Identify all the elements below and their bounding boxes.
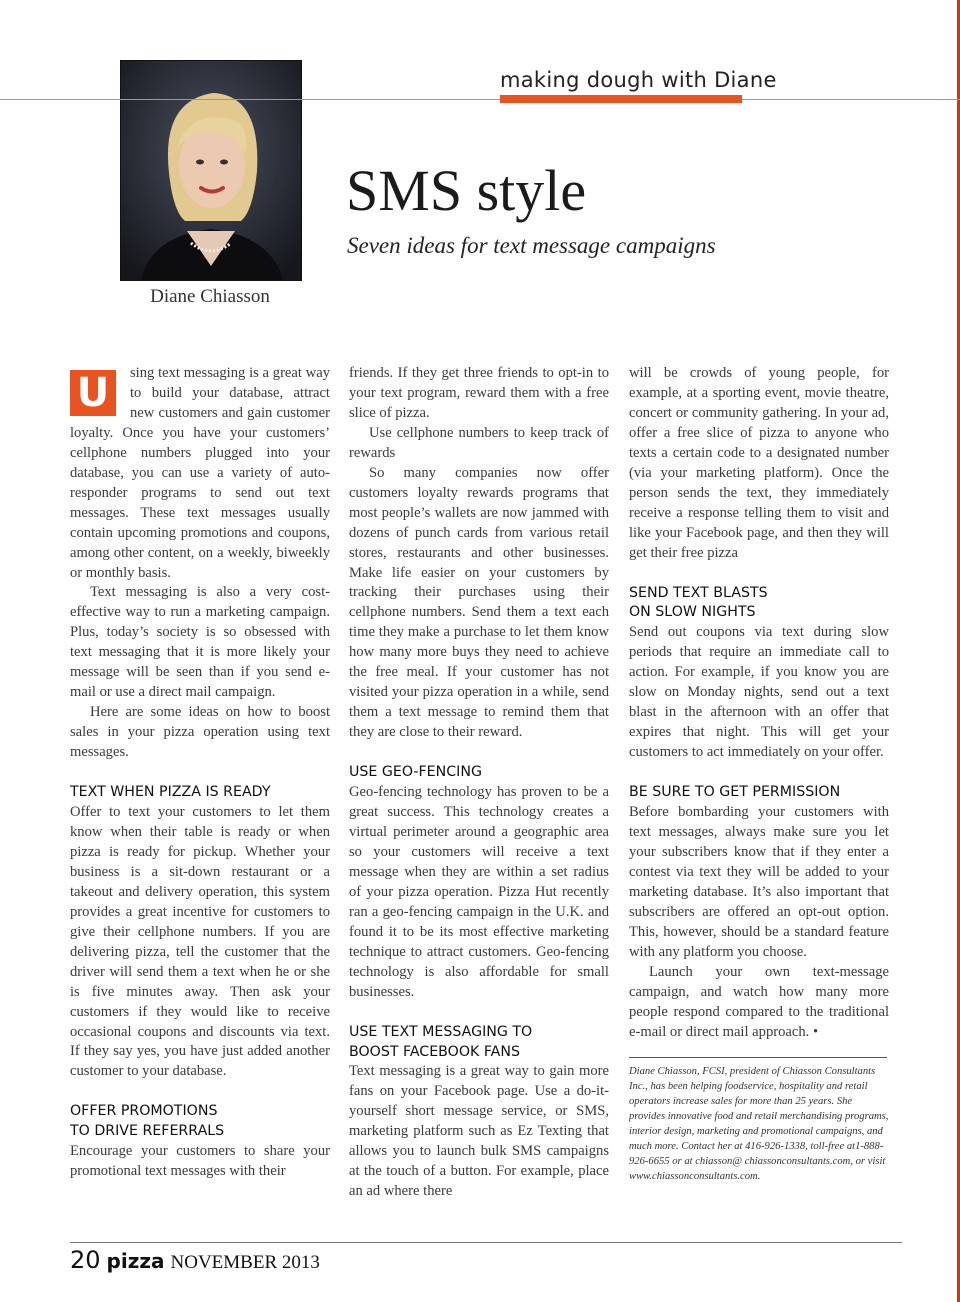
body-paragraph: Text messaging is a great way to gain more fans on your Facebook page. Use a do-it-yourself short message service, or SMS, marketing platform such as Ez Texting that allows you to launch bulk SMS campaigns at the touch of a button. For example, place an ad where there <box>349 1063 609 1200</box>
text-column-2 <box>349 364 609 1224</box>
page-number: 20 <box>70 1246 101 1274</box>
body-paragraph: Encourage your customers to share your promotional text messages with their <box>70 1143 330 1180</box>
body-paragraph: Offer to text your customers to let them know when their table is ready or when pizza is ready for pickup. Whether your business is a sit-down restaurant or a takeout and delivery operation, this system provides a great incentive for customers to give their cellphone numbers. If you are delivering pizza, tell the customer that the driver will send them a text when he or she is five minutes away. Then ask your customers if they would like to receive occasional coupons and discounts via text. If they say yes, you have just added another customer to your database. <box>70 804 330 1080</box>
intro-text: sing text messaging is a great way to build your database, attract new customers and gain customer loyalty. Once you have your customers’ cellphone numbers plugged into your database, you can use a variety of auto-responder programs to send out text messages. These text messages usually contain upcoming promotions and coupons, among other content, on a weekly, biweekly or monthly basis. <box>70 365 330 581</box>
body-paragraph: Here are some ideas on how to boost sales in your pizza operation using text messages. <box>70 704 330 761</box>
header-rule <box>0 99 960 100</box>
section-heading: SEND TEXT BLASTS <box>629 584 768 601</box>
drop-cap: U <box>70 370 116 416</box>
author-photo <box>120 60 302 281</box>
body-paragraph: Before bombarding your customers with text messages, always make sure you let your subscribers know that if they enter a contest via text they will be added to your marketing database. It’s also important that subscribers are offered an opt-out option. This, however, should be a standard feature with any platform you choose. <box>629 804 889 960</box>
body-paragraph: friends. If they get three friends to opt-in to your text program, reward them with a free slice of pizza. <box>349 365 609 421</box>
section-heading: TO DRIVE REFERRALS <box>70 1123 225 1140</box>
body-paragraph: Text messaging is also a very cost-effective way to run a marketing campaign. Plus, today’s society is so obsessed with text messaging that it is more likely your message will be seen than if you send e-mail or use a direct mail campaign. <box>70 584 330 701</box>
section-heading: OFFER PROMOTIONS <box>70 1103 218 1120</box>
body-paragraph: Send out coupons via text during slow periods that require an immediate call to action. For example, if you know you are slow on Monday nights, send out a text blast in the afternoon with an offer that expires that night. This will get your customers to act immediately on your offer. <box>629 624 889 761</box>
section-heading: USE TEXT MESSAGING TO <box>349 1023 533 1040</box>
issue-date: NOVEMBER 2013 <box>170 1252 320 1273</box>
column-title-accent-bar <box>500 95 742 103</box>
magazine-name: pizza <box>106 1249 165 1273</box>
section-heading: BOOST FACEBOOK FANS <box>349 1043 520 1060</box>
section-heading: ON SLOW NIGHTS <box>629 604 756 621</box>
column-title: making dough with Diane <box>500 68 777 92</box>
section-heading: BE SURE TO GET PERMISSION <box>629 784 841 801</box>
spacer <box>629 763 889 783</box>
text-column-3 <box>629 364 889 1224</box>
body-paragraph: Launch your own text-message campaign, and watch how many more people respond compared to the traditional e-mail or direct mail approach. • <box>629 963 889 1040</box>
article-headline: SMS style <box>346 158 587 223</box>
author-caption: Diane Chiasson <box>150 286 270 307</box>
footer-rule <box>70 1242 902 1243</box>
text-column-1 <box>70 364 330 1224</box>
article-deck: Seven ideas for text message campaigns <box>347 233 716 258</box>
intro-paragraph <box>70 364 330 583</box>
spacer <box>70 763 330 783</box>
section-heading: USE GEO-FENCING <box>349 764 482 781</box>
bio-divider <box>629 1057 887 1058</box>
body-paragraph: will be crowds of young people, for example, at a sporting event, movie theatre, concert or community gathering. In your ad, offer a free slice of pizza to anyone who texts a certain code to a designated number (via your marketing platform). Once the person sends the text, they immediately receive a response telling them to visit and like your Facebook page, and then they will get their free pizza <box>629 365 889 561</box>
spacer <box>70 1082 330 1102</box>
section-heading: TEXT WHEN PIZZA IS READY <box>70 784 271 801</box>
spacer <box>349 1003 609 1023</box>
body-paragraph: So many companies now offer customers loyalty rewards programs that most people’s wallets are now jammed with dozens of punch cards from various retail stores, restaurants and other businesses. Make life easier on your customers by tracking their purchases using their cellphone numbers. Send them a text each time they make a purchase to let them know how many more buys they need to achieve the free meal. If your customer has not visited your pizza operation in a while, send them a text message to remind them that they are close to their reward. <box>349 464 609 741</box>
body-paragraph: Geo-fencing technology has proven to be a great success. This technology creates a virtual perimeter around a geographic area so your customers will receive a text message when they are within a set radius of your pizza operation. Pizza Hut recently ran a geo-fencing campaign in the U.K. and found it to be its most effective marketing technique to attract customers. Geo-fencing technology is also affordable for small businesses. <box>349 784 609 1000</box>
spacer <box>349 743 609 763</box>
page-footer <box>70 1246 320 1274</box>
author-bio: Diane Chiasson, FCSI, president of Chiasson Consultants Inc., has been helping foodservice, hospitality and retail operators increase sales for more than 25 years. She provides innovative food and retail merchandising programs, interior design, marketing and promotional campaigns, and much more. Contact her at 416-926-1338, toll-free at1-888-926-6655 or at chiasson@ chiassonconsultants.com, or visit www.chiassonconsultants.com. <box>629 1065 889 1182</box>
body-paragraph: Use cellphone numbers to keep track of rewards <box>349 424 609 461</box>
spacer <box>629 564 889 584</box>
